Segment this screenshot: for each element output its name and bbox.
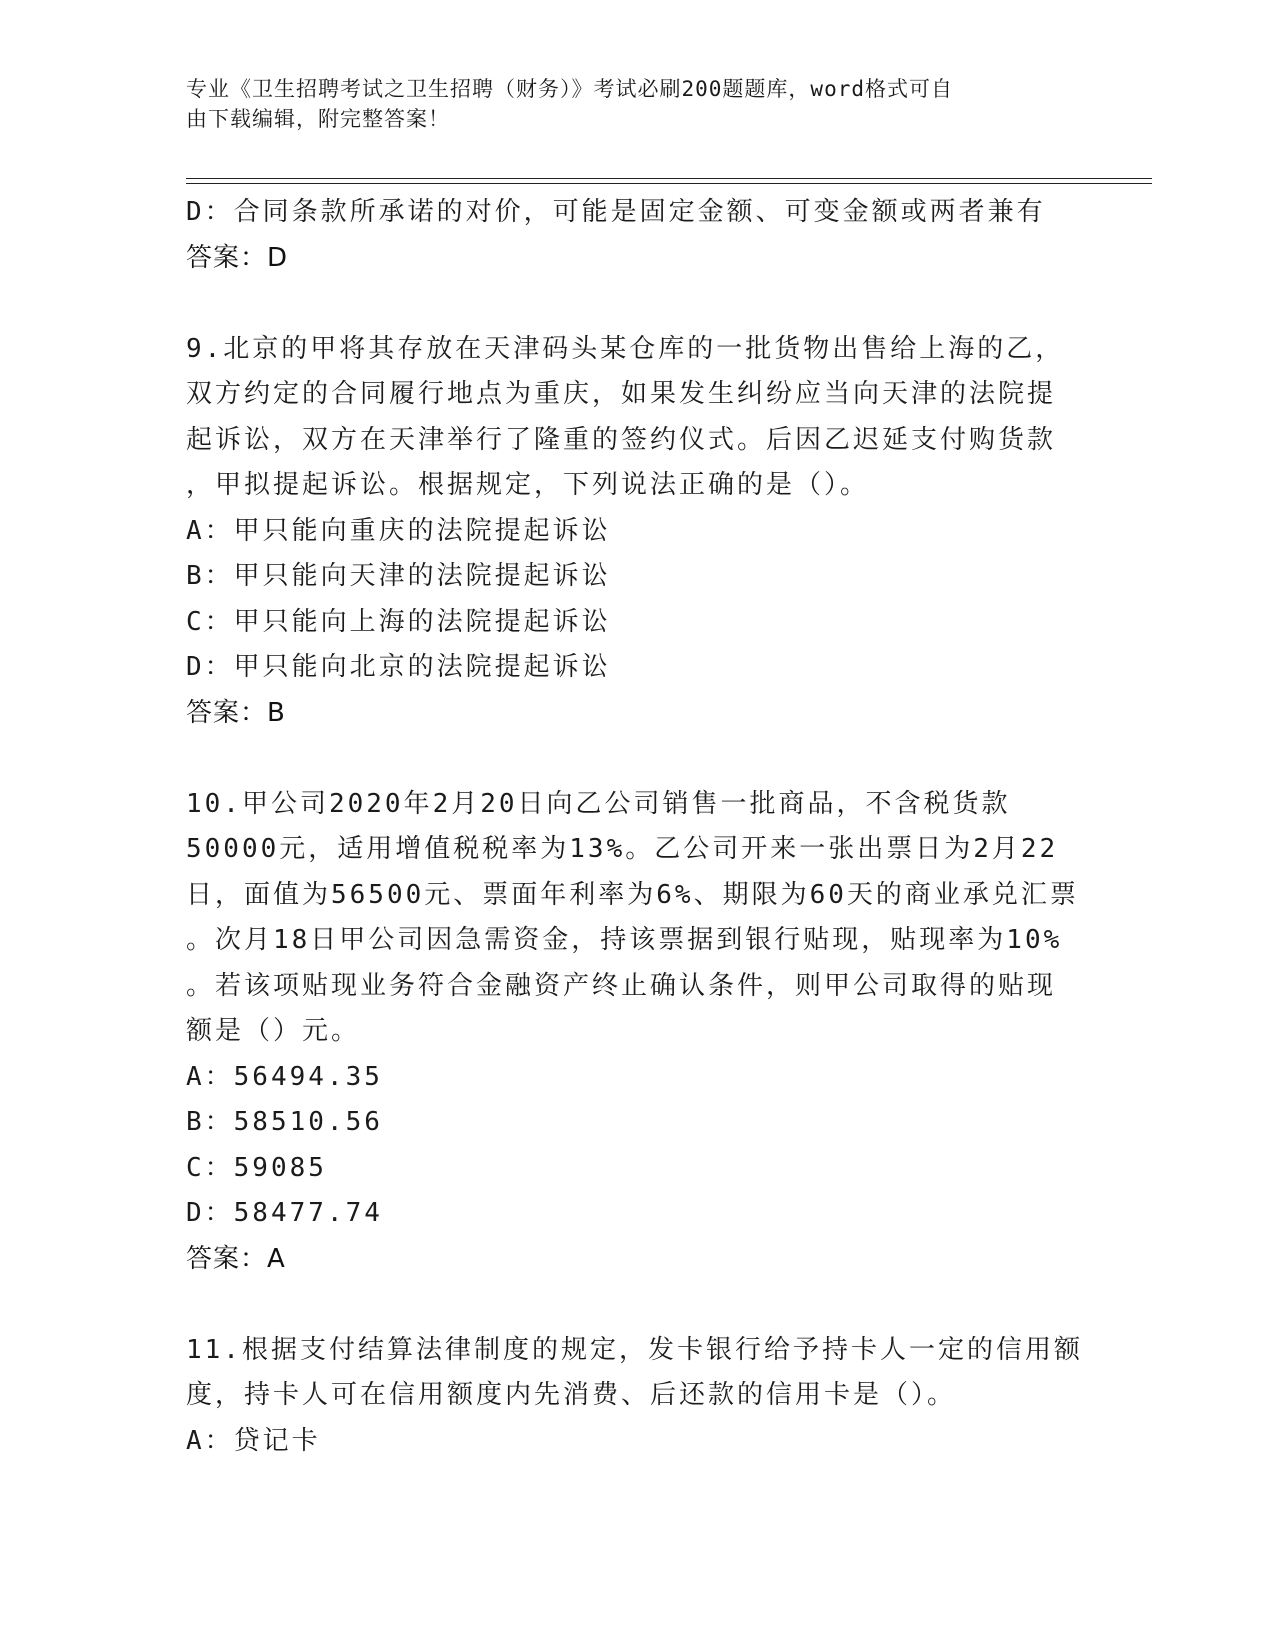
header-title-line-2: 由下载编辑，附完整答案！ xyxy=(186,107,450,131)
question-10-answer: 答案：A xyxy=(186,1243,286,1274)
question-9-option-a: A：甲只能向重庆的法院提起诉讼 xyxy=(186,515,611,546)
prev-answer: 答案：D xyxy=(186,242,289,273)
question-10 xyxy=(186,782,1086,1283)
question-9-option-b: B：甲只能向天津的法院提起诉讼 xyxy=(186,561,611,591)
question-9-option-c: C：甲只能向上海的法院提起诉讼 xyxy=(186,606,611,637)
question-9-option-d: D：甲只能向北京的法院提起诉讼 xyxy=(186,652,611,682)
question-9-text-line-3: 起诉讼，双方在天津举行了隆重的签约仪式。后因乙迟延支付购货款 xyxy=(186,424,1057,455)
question-10-text-line-6: 额是（）元。 xyxy=(186,1016,361,1046)
question-9 xyxy=(186,327,1086,737)
question-10-option-d: D：58477.74 xyxy=(186,1198,383,1228)
spacer xyxy=(186,736,1086,782)
page-header xyxy=(186,74,1066,134)
question-11-text-line-1: 11.根据支付结算法律制度的规定，发卡银行给予持卡人一定的信用额 xyxy=(186,1334,1083,1365)
question-10-text-line-1: 10.甲公司2020年2月20日向乙公司销售一批商品，不含税货款 xyxy=(186,788,1011,819)
header-divider-top xyxy=(186,178,1152,179)
question-10-option-c: C：59085 xyxy=(186,1152,327,1183)
question-10-text-line-5: 。若该项贴现业务符合金融资产终止确认条件，则甲公司取得的贴现 xyxy=(186,970,1057,1001)
spacer xyxy=(186,281,1086,327)
page-content xyxy=(186,190,1086,1464)
question-10-text-line-2: 50000元，适用增值税税率为13%。乙公司开来一张出票日为2月22 xyxy=(186,834,1059,864)
spacer xyxy=(186,1282,1086,1328)
question-10-text-line-4: 。次月18日甲公司因急需资金，持该票据到银行贴现，贴现率为10% xyxy=(186,925,1063,955)
question-10-text-line-3: 日，面值为56500元、票面年利率为6%、期限为60天的商业承兑汇票 xyxy=(186,879,1079,910)
question-10-option-b: B：58510.56 xyxy=(186,1107,383,1137)
question-9-text-line-2: 双方约定的合同履行地点为重庆，如果发生纠纷应当向天津的法院提 xyxy=(186,379,1057,409)
question-11-text-line-2: 度，持卡人可在信用额度内先消费、后还款的信用卡是（）。 xyxy=(186,1380,957,1410)
question-9-answer: 答案：B xyxy=(186,697,286,728)
prev-option-d: D：合同条款所承诺的对价，可能是固定金额、可变金额或两者兼有 xyxy=(186,197,1046,227)
question-9-text-line-4: ，甲拟提起诉讼。根据规定，下列说法正确的是（）。 xyxy=(186,470,870,500)
question-9-text-line-1: 9.北京的甲将其存放在天津码头某仓库的一批货物出售给上海的乙， xyxy=(186,333,1065,364)
question-11-option-a: A：贷记卡 xyxy=(186,1425,321,1456)
question-11 xyxy=(186,1328,1086,1465)
header-title-line-1: 专业《卫生招聘考试之卫生招聘（财务）》考试必刷200题题库，word格式可自 xyxy=(186,77,953,101)
question-10-option-a: A：56494.35 xyxy=(186,1061,383,1092)
header-divider-bottom xyxy=(186,183,1152,184)
